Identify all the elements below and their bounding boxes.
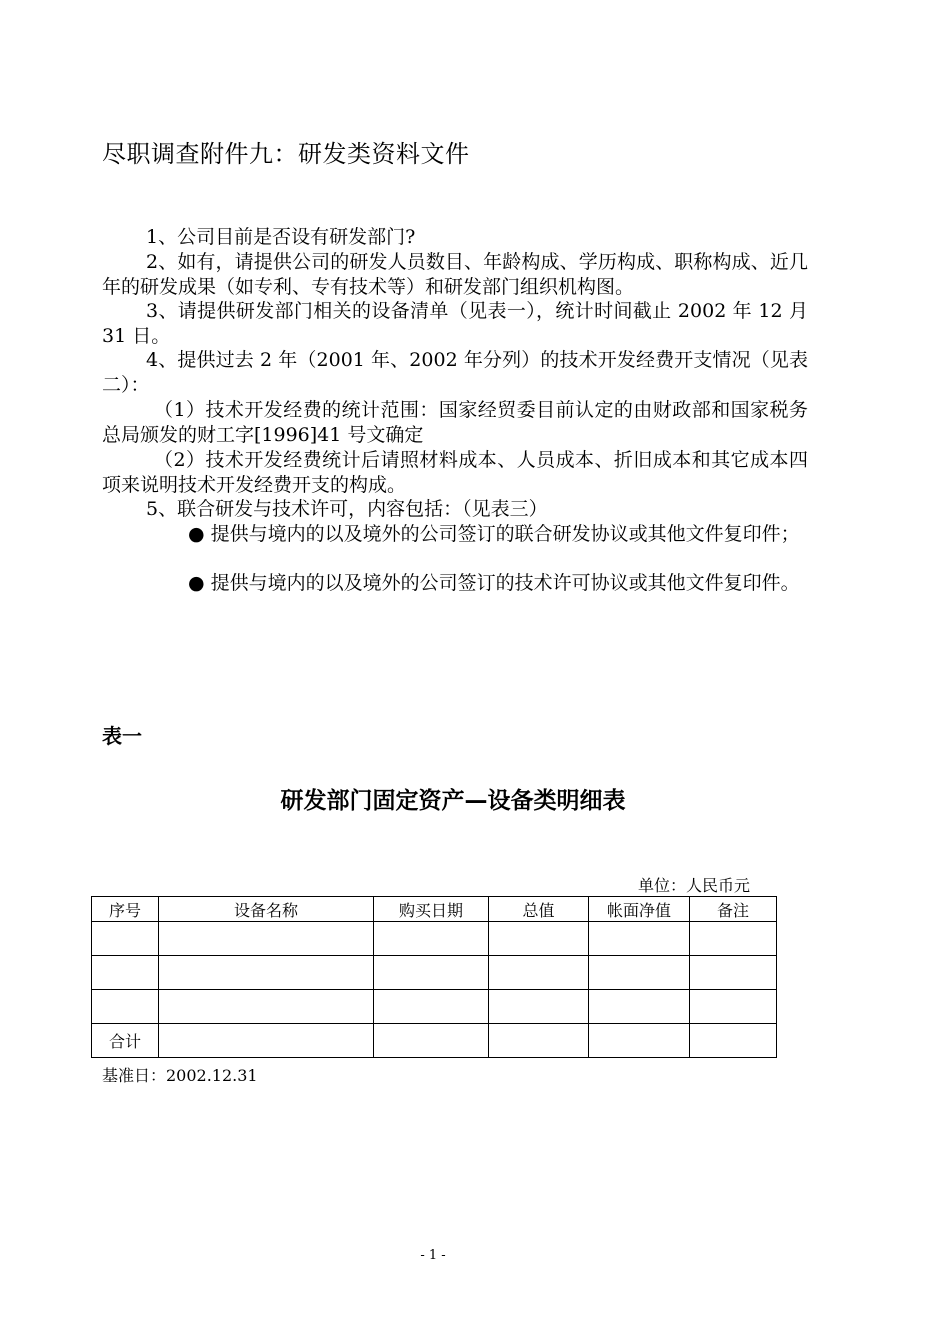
table-cell — [159, 956, 374, 990]
table-cell — [374, 1024, 489, 1058]
table-cell — [690, 956, 777, 990]
paragraph-1: 1、公司目前是否设有研发部门? — [146, 226, 416, 248]
table-cell — [589, 1024, 690, 1058]
header-equipment-name: 设备名称 — [159, 897, 374, 922]
table-cell — [690, 922, 777, 956]
table-row — [92, 922, 777, 956]
table-header-row — [92, 897, 777, 922]
bullet-joint-rd: ● 提供与境内的以及境外的公司签订的联合研发协议或其他文件复印件； — [188, 523, 800, 545]
table-cell — [489, 1024, 589, 1058]
table-row — [92, 956, 777, 990]
table-row — [92, 990, 777, 1024]
paragraph-4-2: （2）技术开发经费统计后请照材料成本、人员成本、折旧成本和其它成本四项来说明技术开发经费开支的构成。 — [102, 449, 808, 496]
base-date: 基准日：2002.12.31 — [102, 1066, 258, 1085]
document-title: 尽职调查附件九：研发类资料文件 — [102, 140, 470, 168]
table-cell — [690, 990, 777, 1024]
table-cell — [374, 956, 489, 990]
table-title: 研发部门固定资产—设备类明细表 — [280, 788, 626, 814]
table-cell — [374, 990, 489, 1024]
table-cell — [489, 922, 589, 956]
table-cell — [374, 922, 489, 956]
header-remarks: 备注 — [690, 897, 777, 922]
currency-unit: 单位：人民币元 — [638, 876, 751, 895]
header-index: 序号 — [92, 897, 159, 922]
header-book-value: 帐面净值 — [589, 897, 690, 922]
table-cell — [159, 990, 374, 1024]
table-cell — [92, 990, 159, 1024]
table-cell — [690, 1024, 777, 1058]
header-purchase-date: 购买日期 — [374, 897, 489, 922]
paragraph-4-1: （1）技术开发经费的统计范围：国家经贸委目前认定的由财政部和国家税务总局颁发的财工字[1996]41 号文确定 — [102, 399, 808, 446]
total-label: 合计 — [92, 1024, 159, 1058]
table-cell — [92, 922, 159, 956]
table-label: 表一 — [102, 724, 142, 748]
table-cell — [489, 956, 589, 990]
table-cell — [159, 1024, 374, 1058]
page-number: - 1 - — [420, 1248, 446, 1263]
table-cell — [92, 956, 159, 990]
table-cell — [489, 990, 589, 1024]
table-cell — [159, 922, 374, 956]
table-cell — [589, 956, 690, 990]
paragraph-5: 5、联合研发与技术许可，内容包括：（见表三） — [146, 498, 548, 520]
table-cell — [589, 990, 690, 1024]
bullet-tech-license: ● 提供与境内的以及境外的公司签订的技术许可协议或其他文件复印件。 — [188, 572, 800, 594]
paragraph-4: 4、提供过去 2 年（2001 年、2002 年分列）的技术开发经费开支情况（见表二）： — [102, 349, 808, 396]
table-total-row — [92, 1024, 777, 1058]
paragraph-2: 2、如有，请提供公司的研发人员数目、年龄构成、学历构成、职称构成、近几年的研发成果（如专利、专有技术等）和研发部门组织机构图。 — [102, 251, 808, 298]
table-cell — [589, 922, 690, 956]
header-total-value: 总值 — [489, 897, 589, 922]
equipment-table — [91, 896, 777, 1058]
paragraph-3: 3、请提供研发部门相关的设备清单（见表一），统计时间截止 2002 年 12 月 31 日。 — [102, 300, 808, 347]
